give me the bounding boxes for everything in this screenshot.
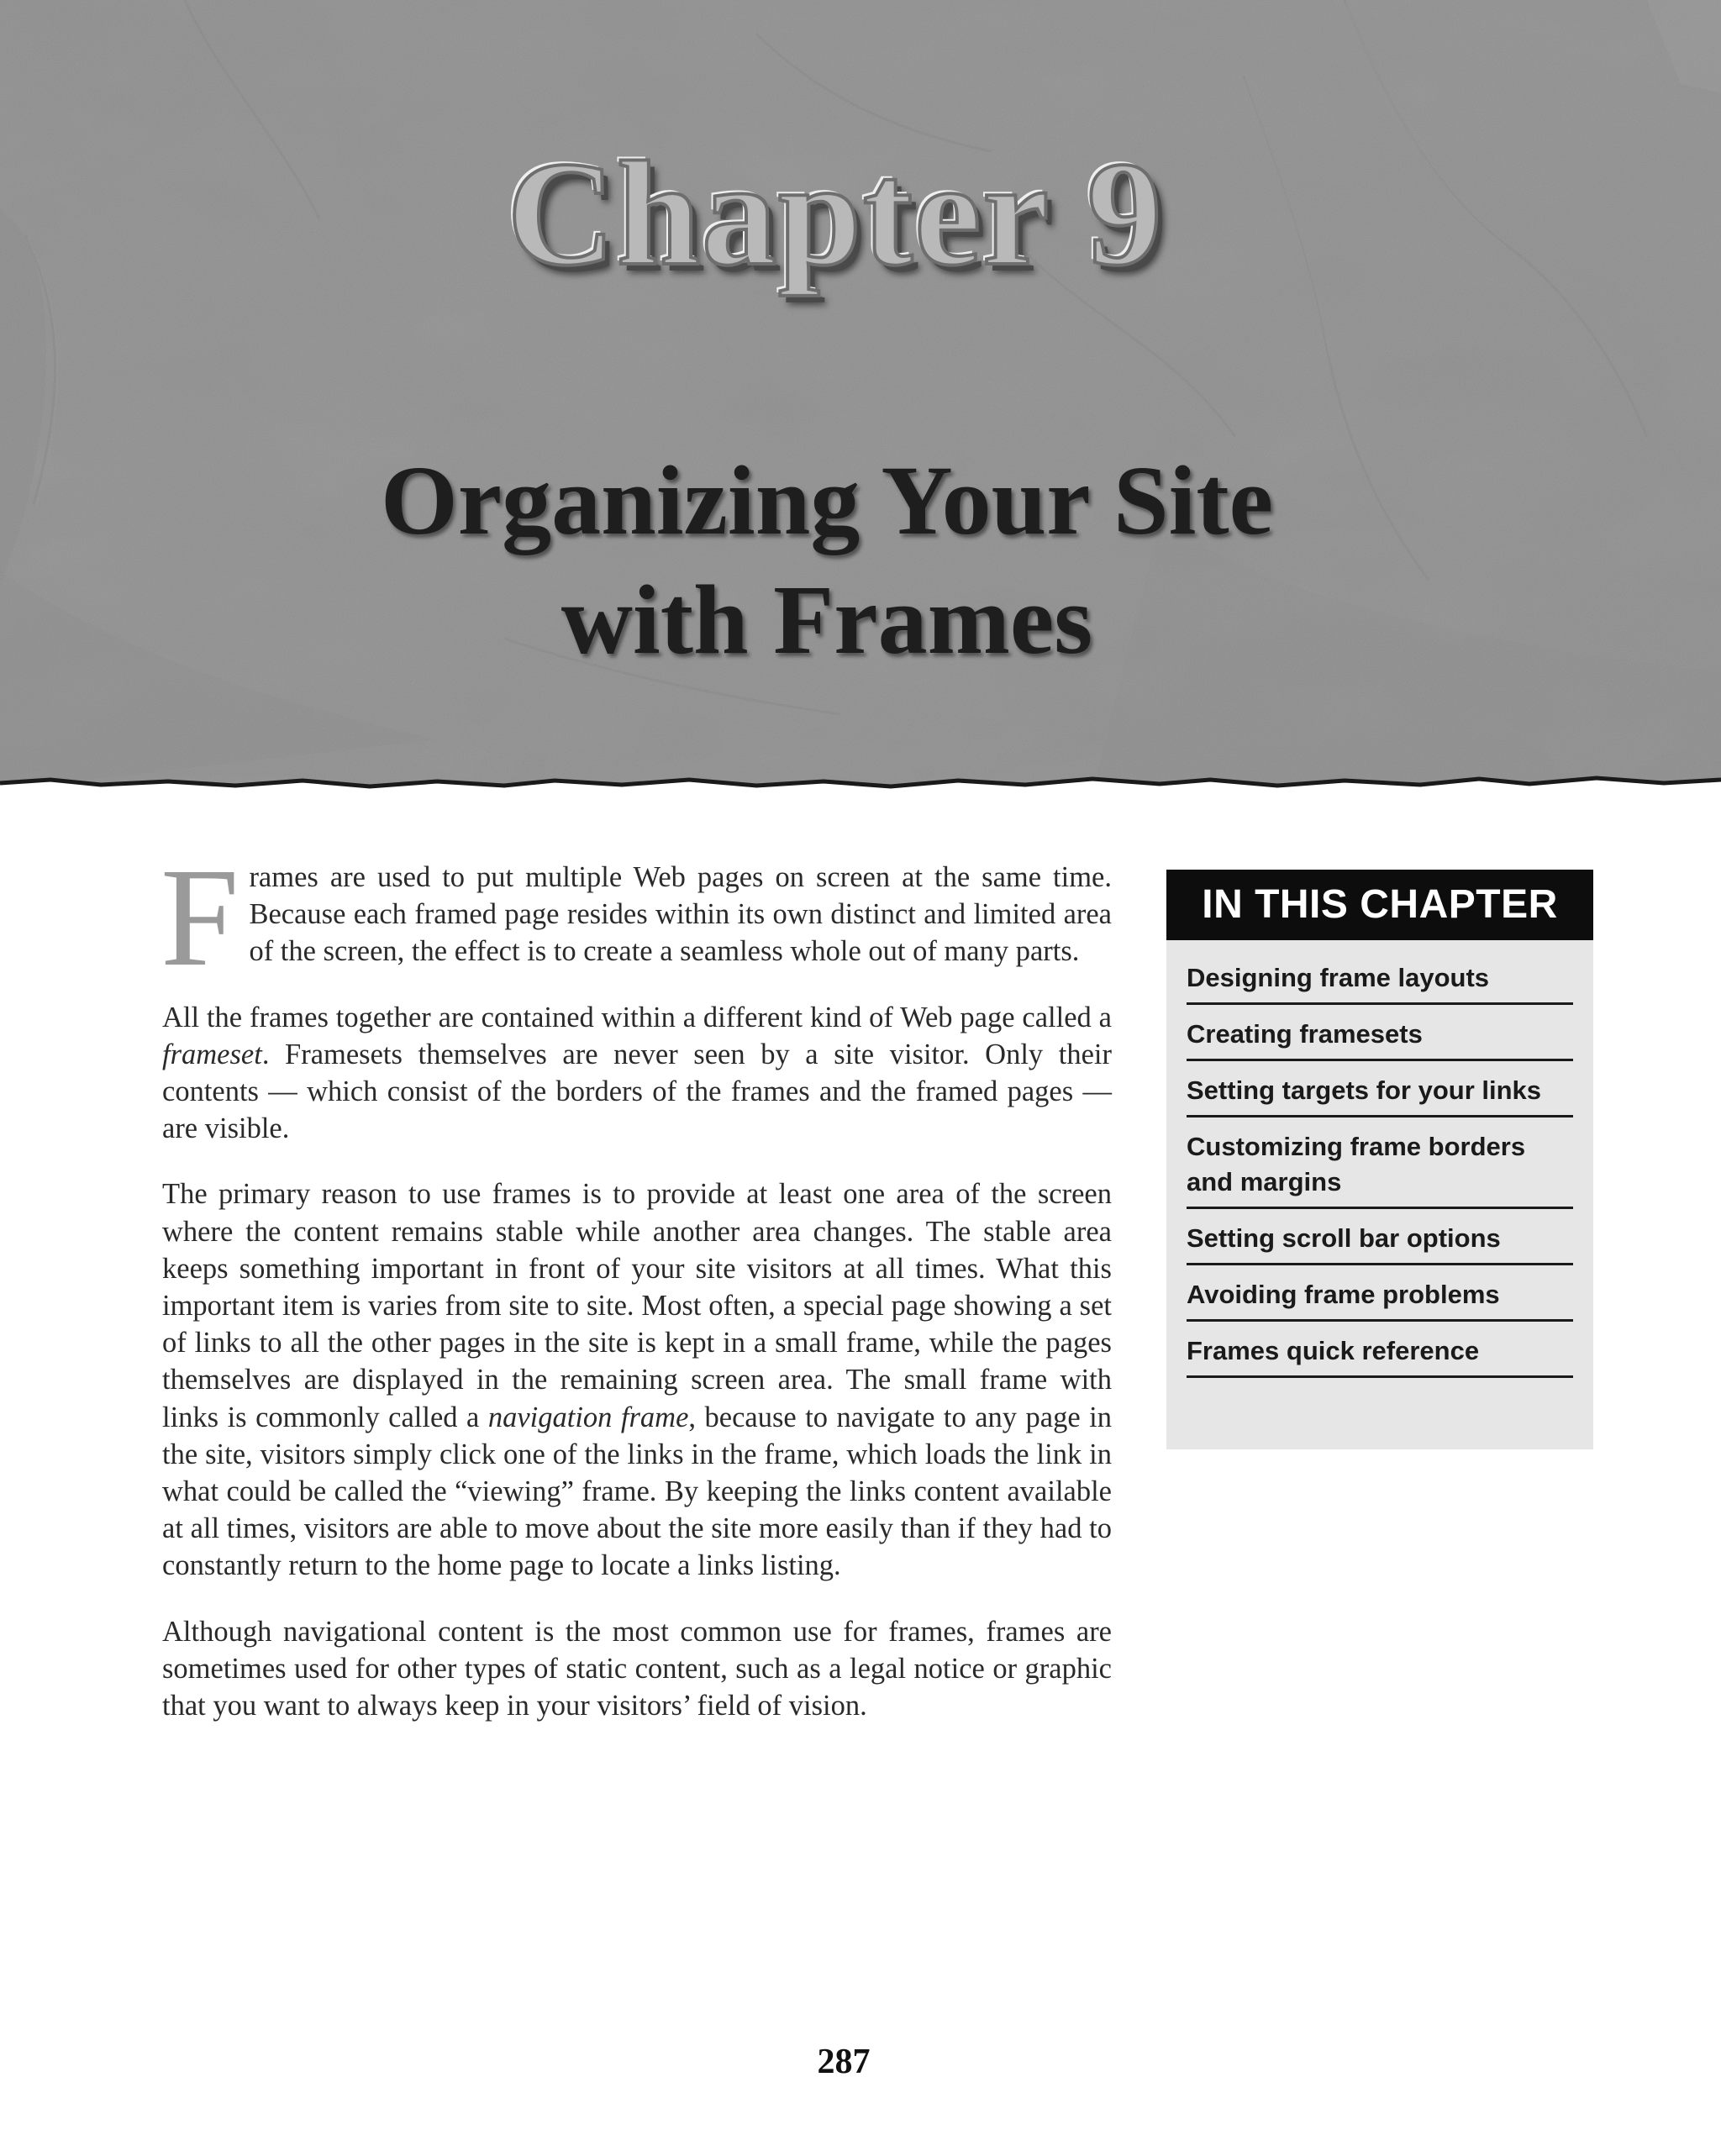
- sidebar-item-avoiding-problems: Avoiding frame problems: [1187, 1265, 1573, 1322]
- in-this-chapter-sidebar: [1166, 870, 1593, 1449]
- paragraph-3-text-b: , because to navigate to any page in the site, visitors simply click one of the links in the frame, which loads the link in what could be called the “viewing” frame. By keeping the links content available at all times, visitors are able to move about the site more easily than if they had to constantly return to the home page to locate a links listing.: [162, 1401, 1112, 1582]
- chapter-title: [0, 441, 1721, 680]
- chapter-header-banner: [0, 0, 1721, 794]
- paragraph-3-text-a: The primary reason to use frames is to provide at least one area of the screen where the content remains stable while another area changes. The stable area keeps something important in front of your site visitors at all times. What this important item is varies from site to site. Most often, a special page showing a set of links to all the other pages in the site is kept in a small frame, while the pages themselves are displayed in the remaining screen area. The small frame with links is commonly called a: [162, 1178, 1112, 1433]
- sidebar-item-designing-frame-layouts: Designing frame layouts: [1187, 949, 1573, 1005]
- paragraph-3: [162, 1175, 1112, 1584]
- paragraph-2: [162, 999, 1112, 1148]
- sidebar-item-creating-framesets: Creating framesets: [1187, 1005, 1573, 1061]
- paragraph-4: Although navigational content is the most common use for frames, frames are sometimes used for other types of static content, such as a legal notice or graphic that you want to always keep in your visitors’ field of vision.: [162, 1615, 1112, 1722]
- sidebar-heading: IN THIS CHAPTER: [1166, 870, 1593, 940]
- sidebar-item-scroll-bar-options: Setting scroll bar options: [1187, 1209, 1573, 1265]
- sidebar-item-quick-reference: Frames quick reference: [1187, 1322, 1573, 1378]
- drop-cap: F: [161, 839, 239, 996]
- chapter-title-line-1: Organizing Your Site: [380, 445, 1274, 555]
- term-navigation-frame: navigation frame: [487, 1401, 689, 1433]
- sidebar-topic-list: [1166, 940, 1593, 1378]
- paragraph-1: [161, 839, 1112, 996]
- chapter-intro-text: [161, 839, 1112, 1753]
- paragraph-1-text: rames are used to put multiple Web pages on screen at the same time. Because each framed page resides within its own distinct and limited area of the screen, the effect is to create a seamless whole out of many parts.: [249, 861, 1112, 968]
- paragraph-2-text-a: All the frames together are contained within a different kind of Web page called a: [162, 1001, 1112, 1033]
- chapter-title-line-2: with Frames: [561, 565, 1093, 675]
- paragraph-2-text-b: . Framesets themselves are never seen by a site visitor. Only their contents — which consist of the borders of the frames and the framed pages — are visible.: [162, 1038, 1112, 1145]
- chapter-number-label: Chapter 9: [507, 130, 1164, 297]
- sidebar-item-setting-targets: Setting targets for your links: [1187, 1061, 1573, 1117]
- page-number: 287: [817, 2043, 871, 2081]
- term-frameset: frameset: [162, 1038, 262, 1070]
- sidebar-item-customizing-borders: Customizing frame borders and margins: [1187, 1117, 1573, 1209]
